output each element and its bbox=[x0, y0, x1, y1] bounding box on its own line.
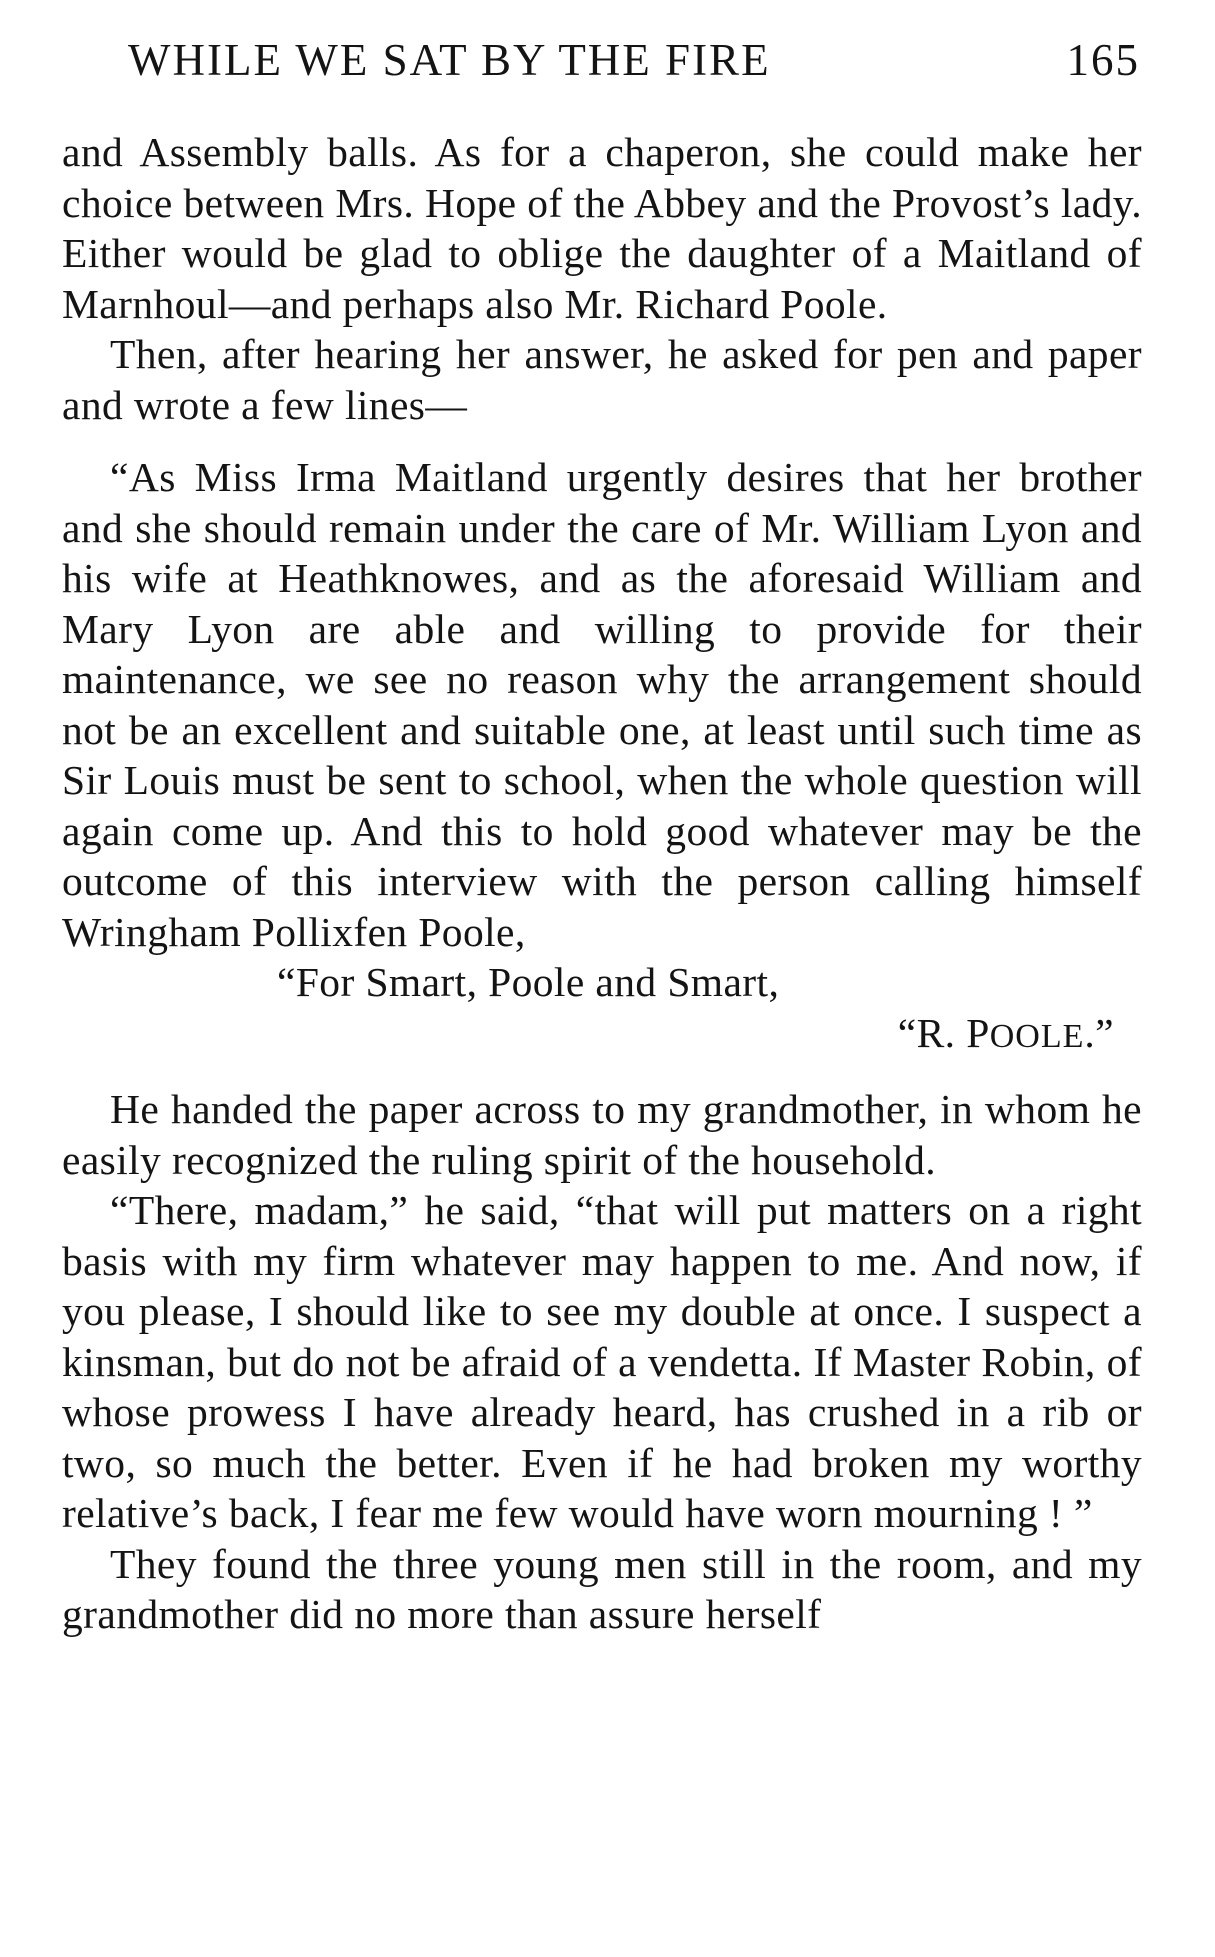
signature-name bbox=[62, 1008, 1142, 1063]
letter-body: “As Miss Irma Maitland urgently desires that her brother and she should remain under the care of Mr. William Lyon and his wife at Heathknowes, and as the aforesaid William and Mary Lyon are able and willing to provide for their maintenance, we see no reason why the arrangement should not be an excellent and suitable one, at least until such time as Sir Louis must be sent to school, when the whole question will again come up. And this to hold good whatever may be the outcome of this interview with the person calling himself Wringham Pollixfen Poole, bbox=[62, 454, 1142, 955]
letter-signature bbox=[62, 957, 1142, 1062]
running-title: WHILE WE SAT BY THE FIRE bbox=[128, 35, 771, 85]
paragraph-continued: and Assembly balls. As for a chaperon, she could make her choice between Mrs. Hope of the Abbey and the Provost’s lady. Either would be glad to oblige the daughter of a Maitland of Marnhoul—and perhaps also Mr. Richard Poole. bbox=[62, 129, 1142, 327]
paragraph-handed-paper: He handed the paper across to my grandmother, in whom he easily recognized the ruling spirit of the household. bbox=[62, 1086, 1142, 1183]
body-text bbox=[62, 127, 1142, 1640]
signature-name-start: “R. P bbox=[897, 1009, 990, 1056]
signature-name-smallcaps: OOLE bbox=[989, 1017, 1085, 1055]
paragraph-three-young-men: They found the three young men still in the room, and my grandmother did no more than assure herself bbox=[62, 1540, 1142, 1637]
signature-firm: “For Smart, Poole and Smart, bbox=[277, 959, 780, 1005]
paragraph-pen-and-paper: Then, after hearing her answer, he asked for pen and paper and wrote a few lines— bbox=[62, 331, 1142, 428]
page-number: 165 bbox=[1066, 35, 1140, 85]
signature-name-end: .” bbox=[1084, 1009, 1114, 1056]
quoted-letter bbox=[62, 452, 1142, 1062]
running-head bbox=[128, 30, 1140, 90]
paragraph-there-madam: “There, madam,” he said, “that will put matters on a right basis with my firm whatever may happen to me. And now, if you please, I should like to see my double at once. I suspect a kinsman, but do not be afraid of a vendetta. If Master Robin, of whose prowess I have already heard, has crushed in a rib or two, so much the better. Even if he had broken my worthy relative’s back, I fear me few would have worn mourning ! ” bbox=[62, 1187, 1142, 1536]
